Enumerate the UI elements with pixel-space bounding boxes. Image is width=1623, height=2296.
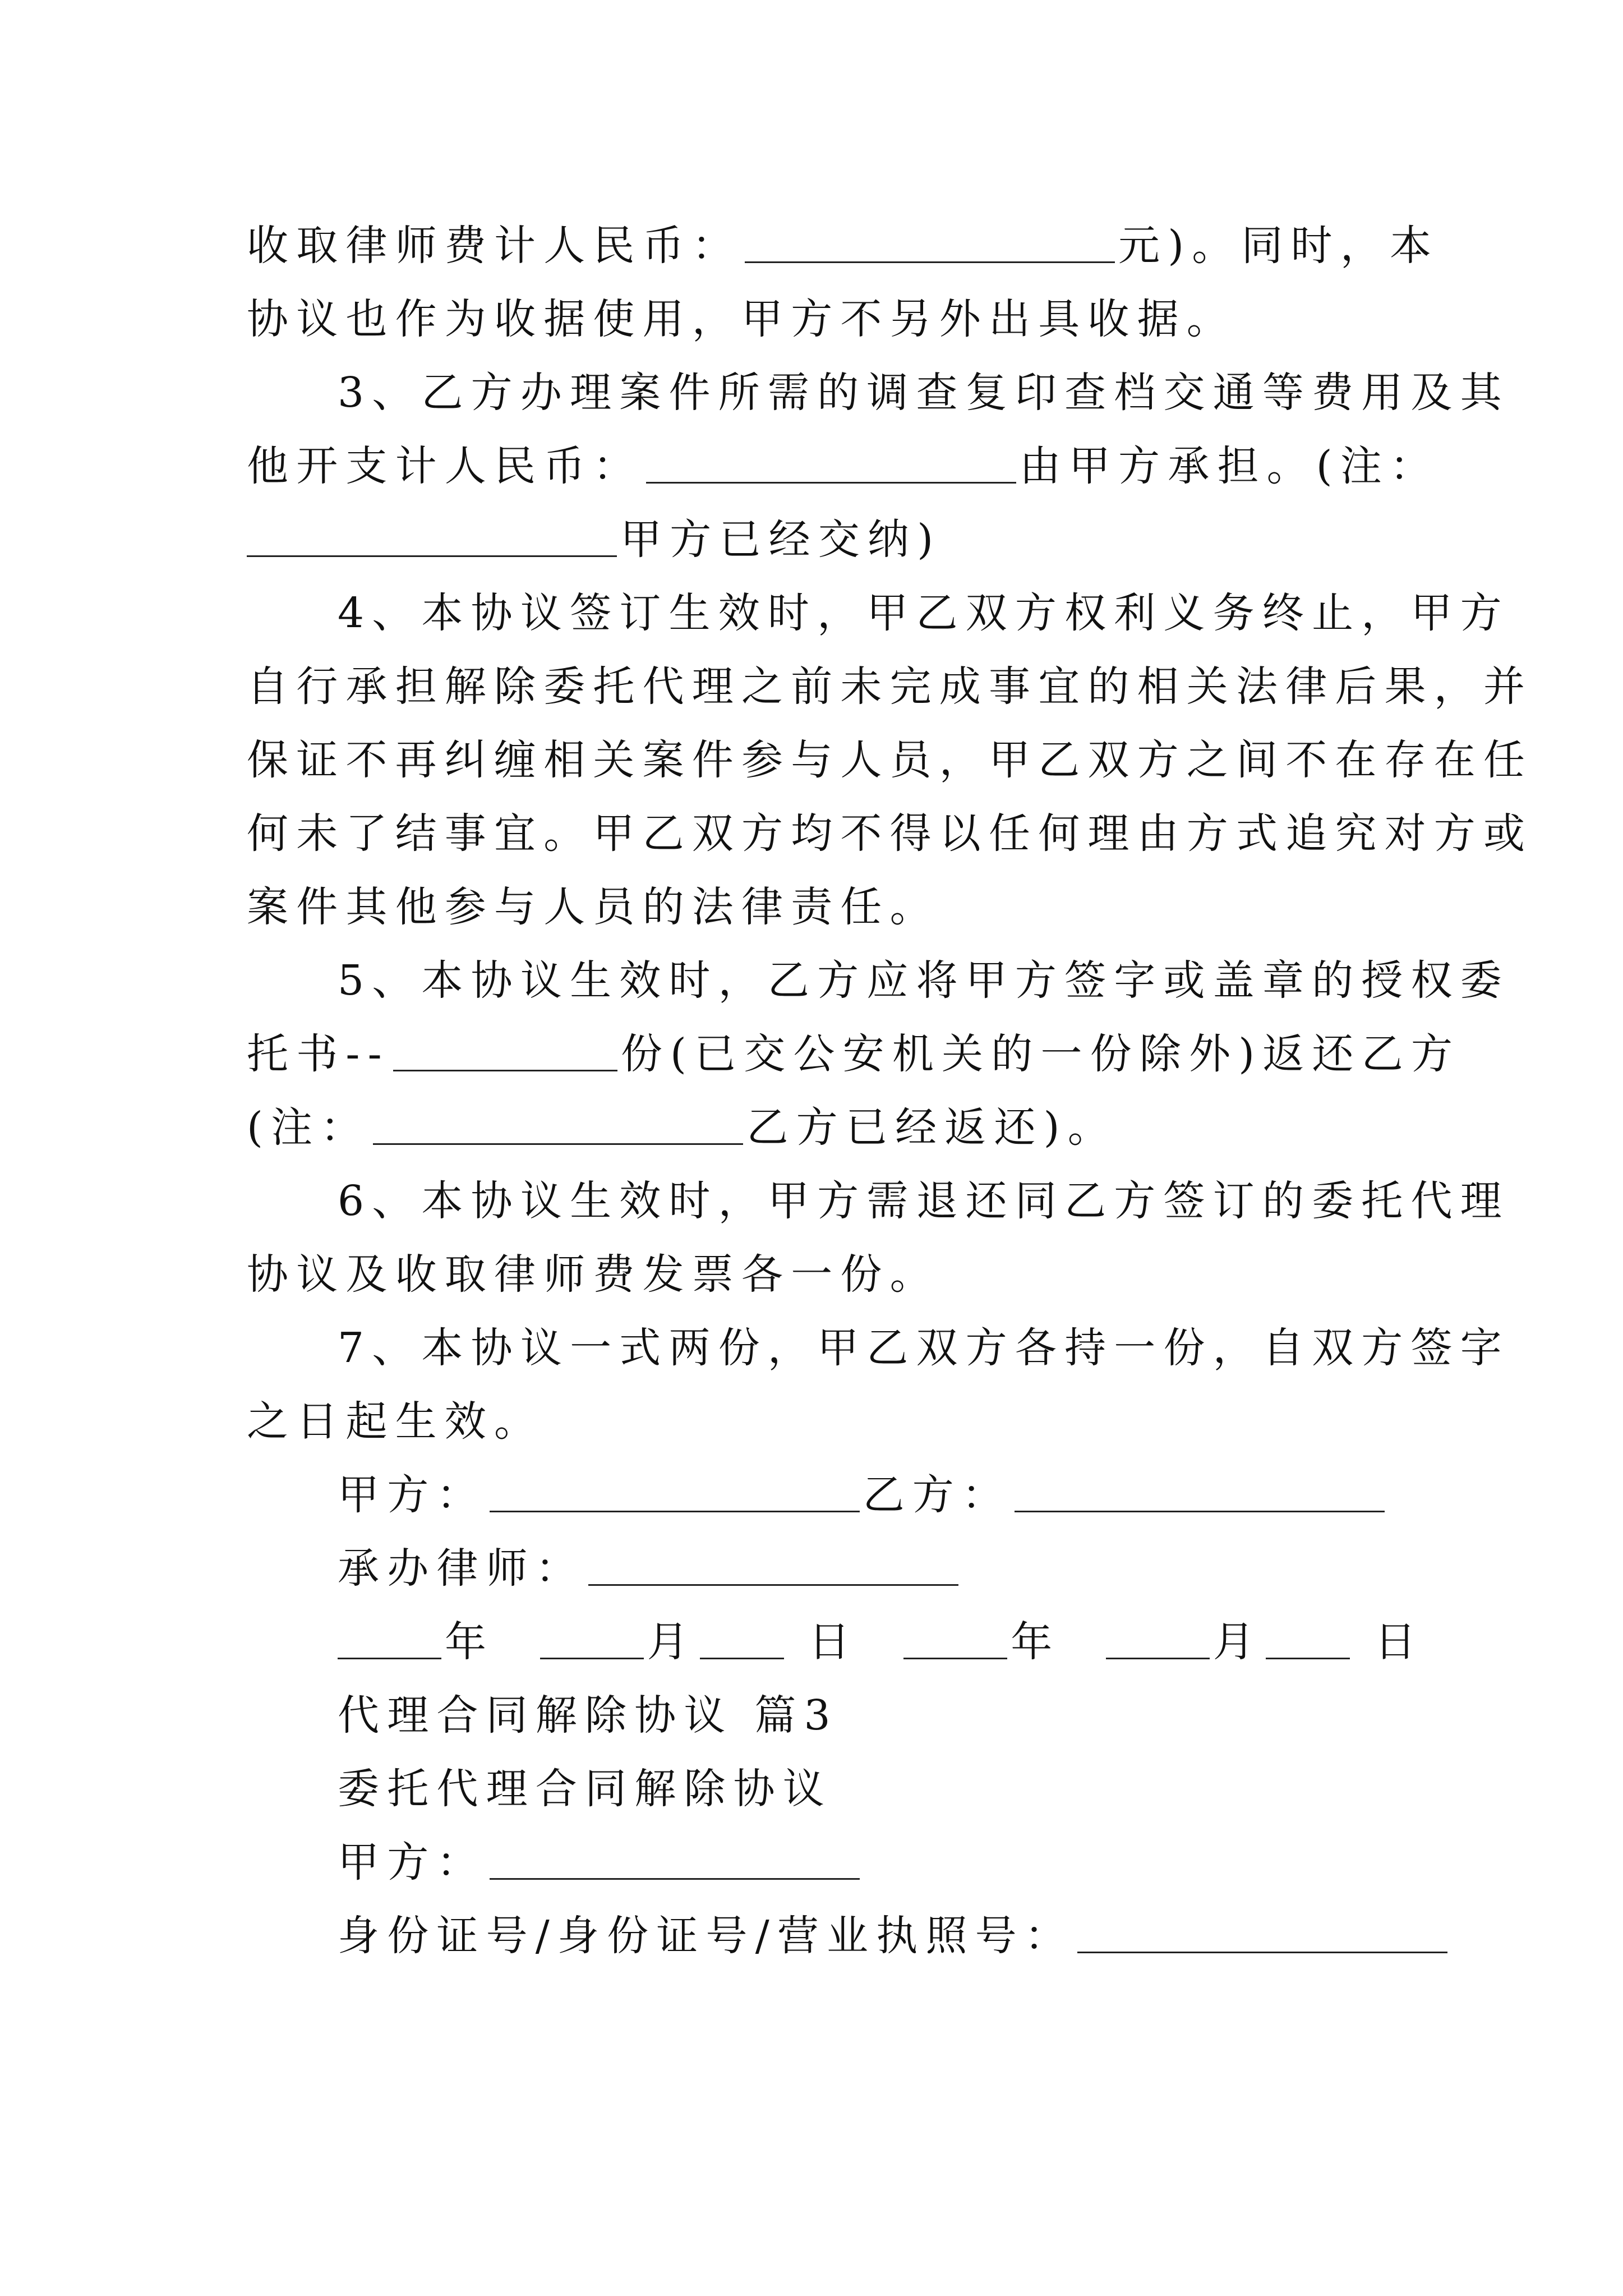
para2-line1: 收取律师费计人民币： 元)。同时，本 [247,222,1440,270]
lawyer-signature-line: 承办律师： [338,1540,962,1596]
day-b-blank [1266,1618,1350,1659]
para3-line1: 3、乙方办理案件所需的调查复印查档交通等费用及其 [338,369,1510,417]
para4-line4: 何未了结事宜。甲乙双方均不得以任何理由方式追究对方或 [247,809,1533,858]
para4-line1: 4、本协议签订生效时，甲乙双方权利义务终止，甲方 [338,589,1510,637]
section3-heading: 代理合同解除协议 篇3 [338,1691,838,1740]
signature-parties-line: 甲方： 乙方： [338,1467,1388,1523]
para4-line2: 自行承担解除委托代理之前未完成事宜的相关法律后果，并 [247,662,1533,711]
para5-line3: (注： 乙方已经返还)。 [247,1103,1117,1152]
section3-id-blank [1077,1912,1447,1953]
para6-line1: 6、本协议生效时，甲方需退还同乙方签订的委托代理 [338,1177,1510,1225]
para3-line3: 甲方已经交纳) [247,512,941,568]
para7-line2: 之日起生效。 [247,1397,544,1446]
party-b-signature-blank [1015,1471,1385,1512]
section3-party-a-blank [490,1839,860,1880]
expense-amount-blank [646,443,1016,484]
section3-party-a-line: 甲方： [338,1834,863,1890]
paid-note-blank [247,516,617,557]
fee-label: 收取律师费计人民币： [247,222,741,270]
month-a-blank [540,1618,644,1659]
para4-line5: 案件其他参与人员的法律责任。 [247,883,939,931]
para2-line2: 协议也作为收据使用，甲方不另外出具收据。 [247,295,1236,343]
section3-id-line: 身份证号/身份证号/营业执照号： [338,1908,1451,1964]
day-a-blank [700,1618,784,1659]
date-line: 年 月 日 年 月 日 [338,1614,1424,1670]
para5-line1: 5、本协议生效时，乙方应将甲方签字或盖章的授权委 [338,956,1510,1005]
year-a-blank [338,1618,441,1659]
party-a-signature-blank [490,1471,860,1512]
para4-line3: 保证不再纠缠相关案件参与人员，甲乙双方之间不在存在任 [247,736,1533,784]
para6-line2: 协议及收取律师费发票各一份。 [247,1250,939,1299]
year-b-blank [903,1618,1007,1659]
month-b-blank [1106,1618,1210,1659]
returned-note-blank [373,1104,743,1145]
lawyer-signature-blank [588,1545,958,1586]
para7-line1: 7、本协议一式两份，甲乙双方各持一份，自双方签字 [338,1324,1510,1372]
copies-blank [393,1030,617,1071]
section3-title: 委托代理合同解除协议 [338,1765,832,1813]
fee-amount-blank [745,222,1115,263]
para3-line2: 他开支计人民币： 由甲方承担。(注： [247,442,1440,490]
para5-line2: 托书-- 份(已交公安机关的一份除外)返还乙方 [247,1030,1461,1078]
